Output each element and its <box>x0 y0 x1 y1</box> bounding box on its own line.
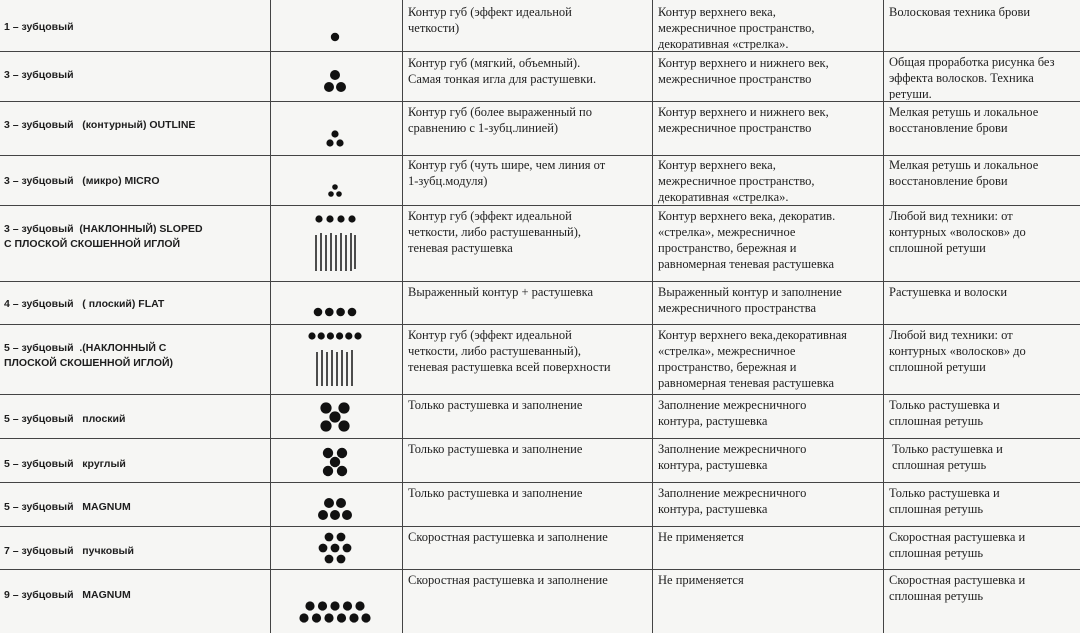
eyes-cell: Не применяется <box>658 530 744 544</box>
brows-cell: Любой вид техники: от контурных «волосков» до сплошной ретуши <box>889 328 1026 374</box>
lips-cell: Контур губ (чуть шире, чем линия от 1-зубц.модуля) <box>408 158 606 188</box>
needle-tip-icon <box>272 325 398 394</box>
needle-tip-icon <box>272 0 398 51</box>
lips-cell: Скоростная растушевка и заполнение <box>408 573 608 587</box>
needle-name: 3 – зубцовый (контурный) OUTLINE <box>4 119 196 131</box>
needle-tip-icon <box>272 156 398 205</box>
needle-tip-icon <box>272 527 398 569</box>
needle-tip-icon <box>272 102 398 155</box>
row-divider <box>0 324 1080 325</box>
brows-cell: Только растушевка и сплошная ретушь <box>889 398 1000 428</box>
eyes-cell: Контур верхнего века, межресничное пространство, декоративная «стрелка». <box>658 158 815 204</box>
row-divider <box>0 482 1080 483</box>
column-divider <box>883 0 884 633</box>
lips-cell: Контур губ (более выраженный по сравнению с 1-зубц.линией) <box>408 105 592 135</box>
lips-cell: Выраженный контур + растушевка <box>408 285 594 299</box>
column-divider <box>402 0 403 633</box>
eyes-cell: Заполнение межресничного контура, растушевка <box>658 398 807 428</box>
needle-tip-icon <box>272 439 398 482</box>
needle-name: 5 – зубцовый круглый <box>4 458 126 470</box>
needle-name: 1 – зубцовый <box>4 21 74 33</box>
eyes-cell: Контур верхнего и нижнего век, межресничное пространство <box>658 56 829 86</box>
needle-tip-icon <box>272 206 398 281</box>
needle-tip-icon <box>272 570 398 632</box>
row-divider <box>0 205 1080 206</box>
row-divider <box>0 155 1080 156</box>
row-divider <box>0 569 1080 570</box>
needle-tip-icon <box>272 52 398 101</box>
needle-tip-icon <box>272 282 398 324</box>
needle-tip-icon <box>272 395 398 438</box>
brows-cell: Растушевка и волоски <box>889 285 1008 299</box>
eyes-cell: Выраженный контур и заполнение межресничного пространства <box>658 285 842 315</box>
lips-cell: Контур губ (мягкий, объемный). Самая тонкая игла для растушевки. <box>408 56 597 86</box>
needle-tip-icon <box>272 483 398 526</box>
needle-name: 3 – зубцовый <box>4 69 74 81</box>
column-divider <box>652 0 653 633</box>
brows-cell: Мелкая ретушь и локальное восстановление брови <box>889 158 1039 188</box>
brows-cell: Любой вид техники: от контурных «волосков» до сплошной ретуши <box>889 209 1026 255</box>
row-divider <box>0 281 1080 282</box>
lips-cell: Контур губ (эффект идеальной четкости, либо растушеванный), теневая растушевка <box>408 209 582 255</box>
lips-cell: Контур губ (эффект идеальной четкости, либо растушеванный), теневая растушевка всей поверхности <box>408 328 611 374</box>
lips-cell: Только растушевка и заполнение <box>408 486 583 500</box>
needle-name: 5 – зубцовый плоский <box>4 413 126 425</box>
lips-cell: Только растушевка и заполнение <box>408 398 583 412</box>
eyes-cell: Контур верхнего века, декоратив. «стрелка», межресничное пространство, бережная и равномерная теневая растушевка <box>658 209 836 271</box>
row-divider <box>0 51 1080 52</box>
column-divider <box>270 0 271 633</box>
eyes-cell: Контур верхнего и нижнего век, межресничное пространство <box>658 105 829 135</box>
brows-cell: Скоростная растушевка и сплошная ретушь <box>889 530 1026 560</box>
eyes-cell: Контур верхнего века, межресничное пространство, декоративная «стрелка». <box>658 5 815 50</box>
needle-name: 4 – зубцовый ( плоский) FLAT <box>4 298 165 310</box>
lips-cell: Только растушевка и заполнение <box>408 442 583 456</box>
row-divider <box>0 101 1080 102</box>
eyes-cell: Не применяется <box>658 573 744 587</box>
brows-cell: Мелкая ретушь и локальное восстановление брови <box>889 105 1039 135</box>
lips-cell: Скоростная растушевка и заполнение <box>408 530 608 544</box>
brows-cell: Скоростная растушевка и сплошная ретушь <box>889 573 1026 603</box>
needle-name: 5 – зубцовый .(НАКЛОННЫЙ С ПЛОСКОЙ СКОШЕННОЙ ИГЛОЙ) <box>4 342 174 369</box>
needle-name: 9 – зубцовый MAGNUM <box>4 589 131 601</box>
eyes-cell: Заполнение межресничного контура, растушевка <box>658 442 807 472</box>
needle-name: 3 – зубцовый (НАКЛОННЫЙ) SLOPED С ПЛОСКОЙ СКОШЕННОЙ ИГЛОЙ <box>4 223 203 250</box>
brows-cell: Только растушевка и сплошная ретушь <box>889 486 1000 516</box>
brows-cell: Волосковая техника брови <box>889 5 1031 19</box>
row-divider <box>0 394 1080 395</box>
brows-cell: Общая проработка рисунка без эффекта волосков. Техника ретуши. <box>889 55 1055 100</box>
row-divider <box>0 526 1080 527</box>
needle-name: 5 – зубцовый MAGNUM <box>4 501 131 513</box>
lips-cell: Контур губ (эффект идеальной четкости) <box>408 5 572 35</box>
needle-name: 7 – зубцовый пучковый <box>4 545 134 557</box>
brows-cell: Только растушевка и сплошная ретушь <box>892 442 1003 472</box>
eyes-cell: Контур верхнего века,декоративная «стрелка», межресничное пространство, бережная и равномерная теневая растушевка <box>658 328 847 390</box>
eyes-cell: Заполнение межресничного контура, растушевка <box>658 486 807 516</box>
row-divider <box>0 438 1080 439</box>
needle-name: 3 – зубцовый (микро) MICRO <box>4 175 160 187</box>
